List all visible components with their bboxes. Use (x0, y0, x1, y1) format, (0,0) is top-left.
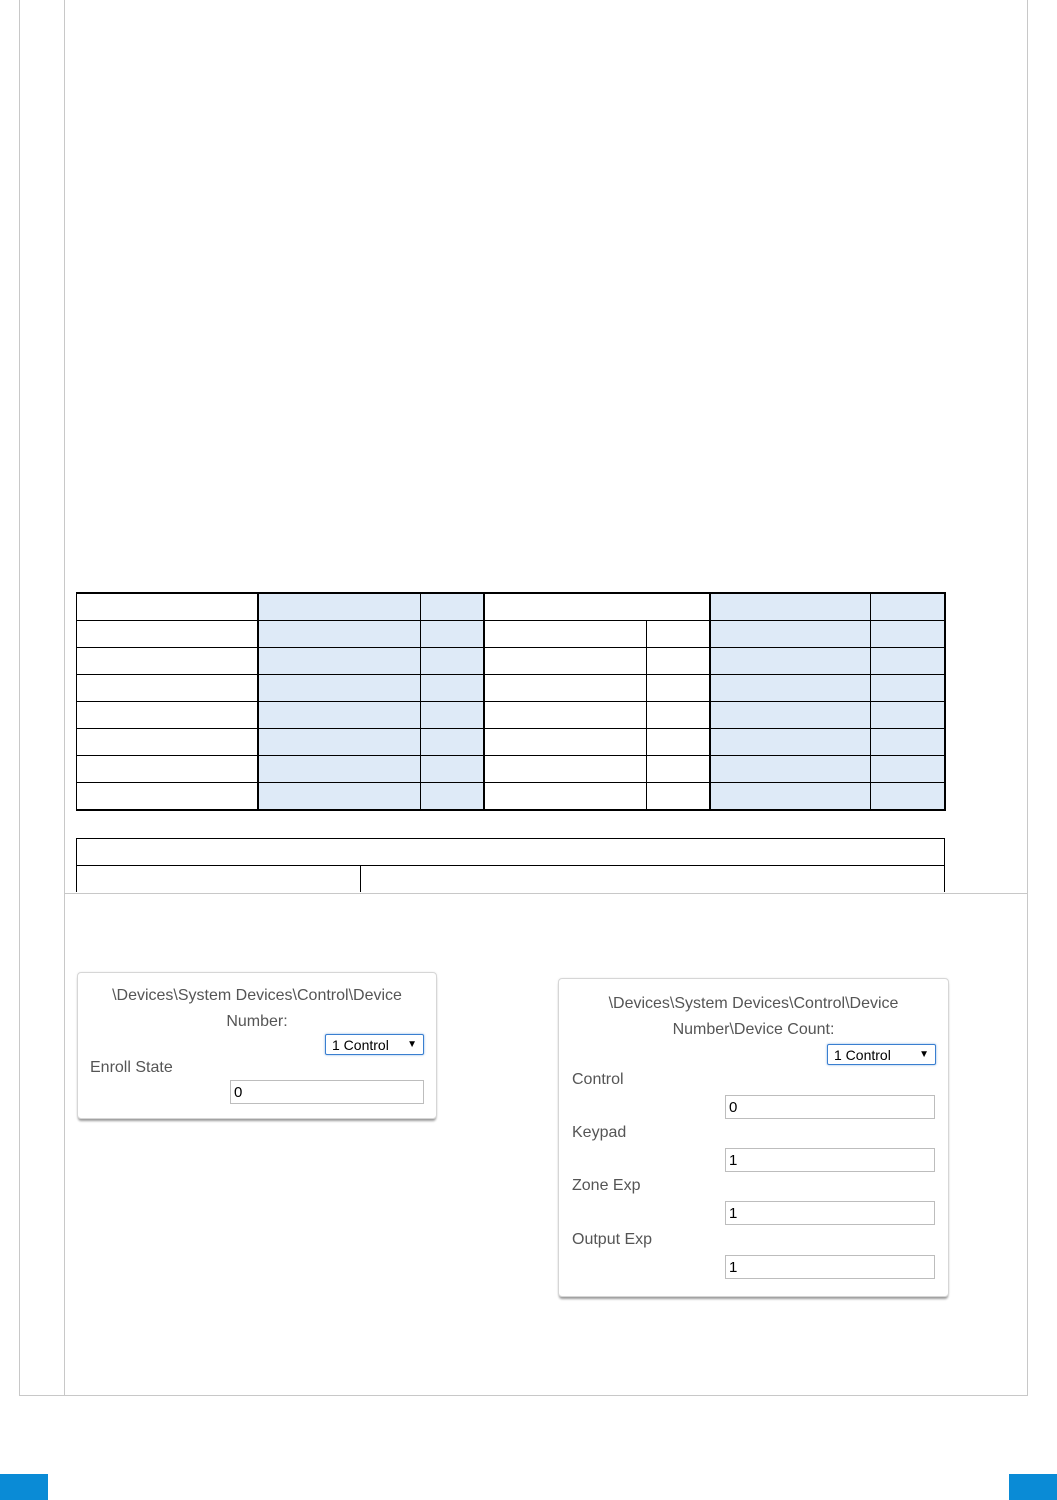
table-row (77, 675, 945, 702)
table-cell (258, 702, 421, 729)
device-count-select[interactable] (827, 1044, 936, 1065)
table-row (77, 866, 945, 893)
table-cell (361, 866, 945, 893)
table-cell (710, 621, 871, 648)
table-row (77, 783, 945, 811)
table-cell (647, 756, 710, 783)
device-count-panel (558, 978, 949, 1297)
table-cell (258, 593, 421, 621)
table-cell (710, 675, 871, 702)
device-number-select-value: 1 Control (332, 1037, 389, 1053)
table-row (77, 648, 945, 675)
footer-accent-left (0, 1474, 48, 1500)
footer-accent-right (1009, 1474, 1057, 1500)
table-cell (710, 593, 871, 621)
table-cell (710, 729, 871, 756)
table-cell (77, 866, 361, 893)
table-cell (421, 675, 484, 702)
table-cell (258, 648, 421, 675)
table-cell (258, 756, 421, 783)
table-cell (77, 756, 258, 783)
control-label: Control (572, 1071, 624, 1088)
table-cell (871, 648, 945, 675)
zone-exp-count-input[interactable] (725, 1201, 935, 1225)
table-cell (710, 783, 871, 811)
table-cell (484, 675, 647, 702)
table-cell (258, 621, 421, 648)
panel-path-line2: Number\Device Count: (672, 1021, 835, 1038)
table-cell (871, 702, 945, 729)
table-cell (647, 702, 710, 729)
table-cell (258, 729, 421, 756)
table-cell (421, 648, 484, 675)
table-cell (484, 756, 647, 783)
table-cell (77, 702, 258, 729)
table-cell (421, 593, 484, 621)
chevron-down-icon: ▼ (407, 1039, 417, 1050)
keypad-count-input[interactable] (725, 1148, 935, 1172)
table-cell (484, 648, 647, 675)
table-cell (710, 702, 871, 729)
table-cell (871, 756, 945, 783)
table-cell (258, 783, 421, 811)
panel-path-line1: \Devices\System Devices\Control\Device (608, 995, 899, 1012)
table-cell (647, 648, 710, 675)
table-cell (77, 675, 258, 702)
secondary-table (76, 838, 945, 892)
chevron-down-icon: ▼ (919, 1049, 929, 1060)
table-cell (484, 621, 647, 648)
panel-path (559, 991, 948, 1043)
table-cell (484, 702, 647, 729)
table-cell (77, 593, 258, 621)
frame-section-divider (64, 893, 1028, 894)
table-cell (871, 729, 945, 756)
zone-exp-label: Zone Exp (572, 1177, 641, 1194)
table-cell (647, 783, 710, 811)
panel-path-line1: \Devices\System Devices\Control\Device (112, 987, 402, 1004)
output-exp-label: Output Exp (572, 1231, 653, 1248)
table-cell (421, 783, 484, 811)
table-cell (647, 729, 710, 756)
table-cell (77, 839, 945, 866)
frame-divider (64, 0, 65, 1396)
panel-path (78, 983, 436, 1035)
table-cell (77, 648, 258, 675)
table-cell (484, 783, 647, 811)
keypad-label: Keypad (572, 1124, 627, 1141)
device-table (76, 592, 946, 811)
table-cell (421, 729, 484, 756)
table-row (77, 729, 945, 756)
device-number-panel (77, 972, 437, 1119)
enroll-state-input[interactable] (230, 1080, 424, 1104)
table-row (77, 702, 945, 729)
table-cell (871, 675, 945, 702)
table-cell (647, 675, 710, 702)
table-cell (421, 621, 484, 648)
enroll-state-label: Enroll State (90, 1059, 173, 1076)
table-cell (647, 621, 710, 648)
table-cell (871, 783, 945, 811)
table-row (77, 756, 945, 783)
table-cell (258, 675, 421, 702)
table-cell (871, 621, 945, 648)
table-cell (484, 593, 710, 621)
table-row (77, 621, 945, 648)
table-cell (710, 648, 871, 675)
table-row (77, 593, 945, 621)
table-cell (871, 593, 945, 621)
table-cell (421, 756, 484, 783)
table-cell (77, 729, 258, 756)
table-cell (421, 702, 484, 729)
table-cell (77, 621, 258, 648)
table-row (77, 839, 945, 866)
table-cell (77, 783, 258, 811)
table-cell (484, 729, 647, 756)
table-cell (710, 756, 871, 783)
device-number-select[interactable] (325, 1034, 424, 1055)
panel-path-line2: Number: (226, 1013, 288, 1030)
device-count-select-value: 1 Control (834, 1047, 891, 1063)
output-exp-count-input[interactable] (725, 1255, 935, 1279)
control-count-input[interactable] (725, 1095, 935, 1119)
